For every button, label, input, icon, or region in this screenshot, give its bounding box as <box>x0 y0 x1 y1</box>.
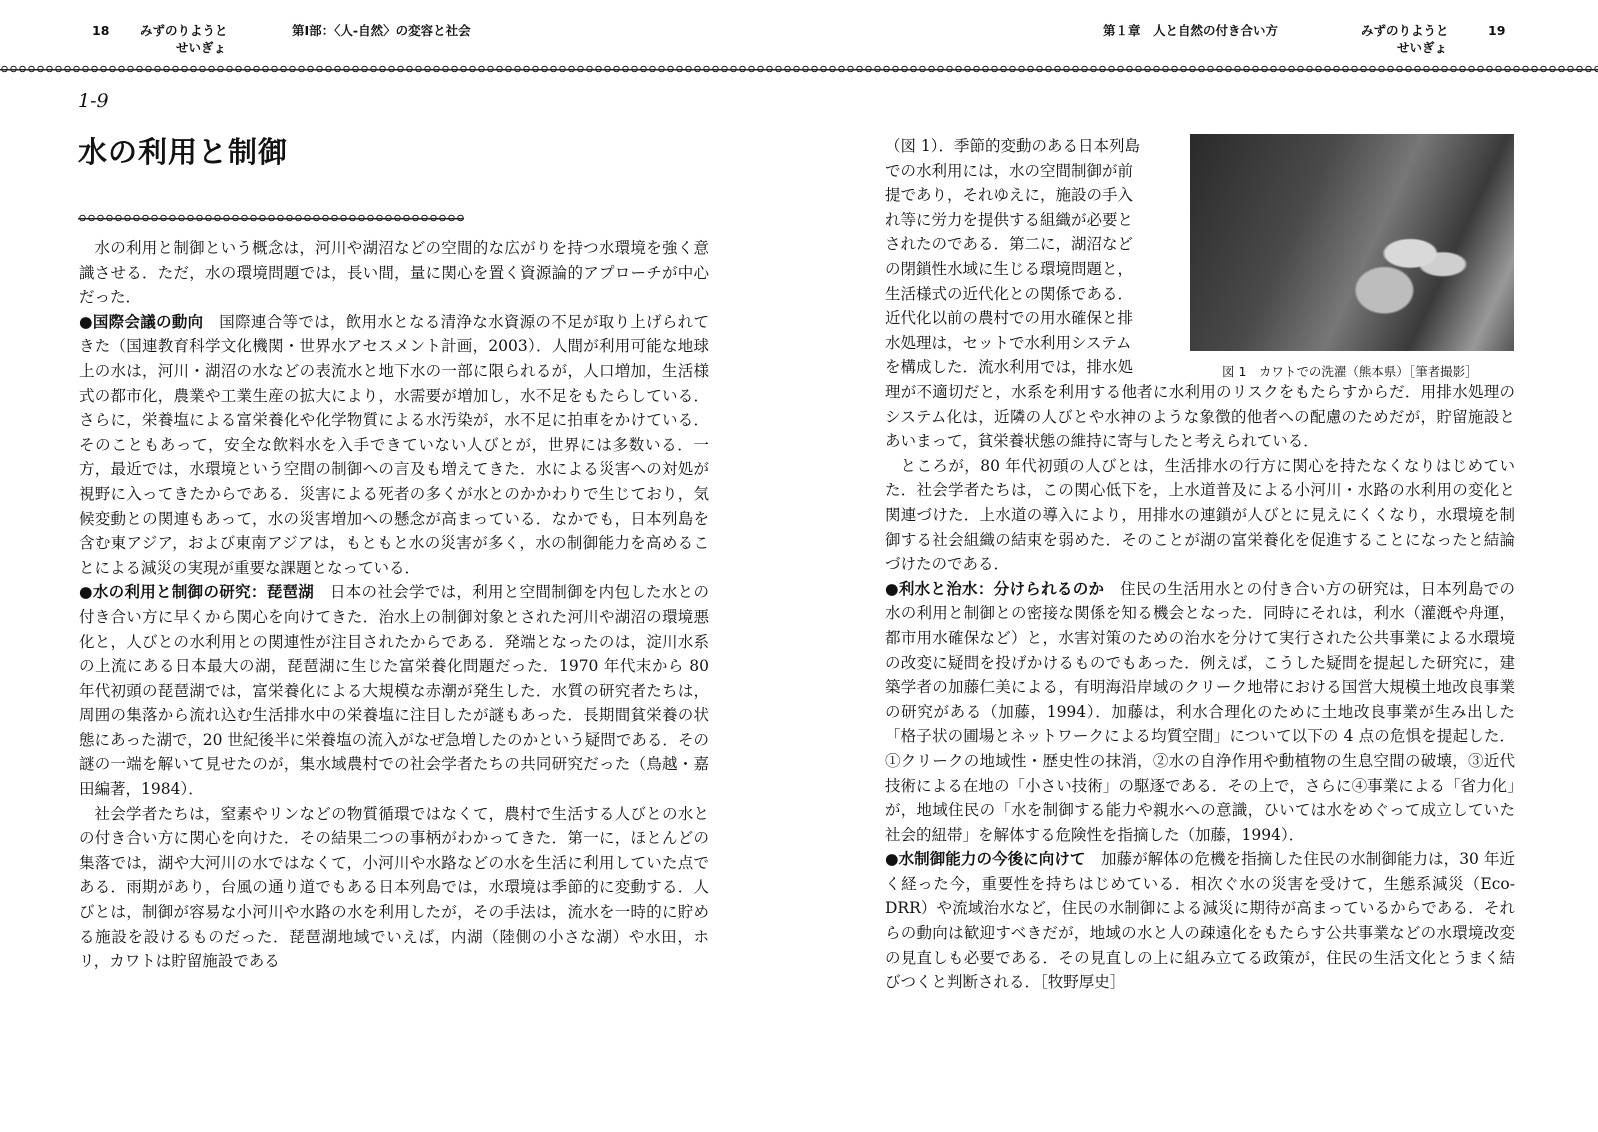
left-page-number: 18 <box>92 23 110 38</box>
section-heading: ●水の利用と制御の研究：琵琶湖 <box>79 583 315 602</box>
author-credit: ［牧野厚史］ <box>1040 973 1126 992</box>
right-page-number: 19 <box>1488 23 1506 38</box>
figure-photo-kawato-laundry <box>1190 134 1514 351</box>
left-column <box>79 236 709 974</box>
text-line: の閉鎖性水域に生じる環境問題と， <box>885 259 1134 278</box>
text-line: れ等に労力を提供する組織が必要と <box>885 210 1134 229</box>
text-line: での水利用には，水の空間制御が前 <box>885 161 1134 180</box>
tokoroga-paragraph: ところが，80 年代初頭の人びとは，生活排水の行方に関心を持たなくなりはじめていた．社会学者たちは，この関心低下を，上水道普及による小河川・水路の水利用の変化と関連づけた．上水道の導入により，用排水の連鎖が人びとに見えにくくなり，水環境を制御する社会組織の結束を弱めた．そのことが湖の富栄養化を促進することになったと結論づけたのである． <box>885 456 1515 574</box>
text-line: （図 1）．季節的変動のある日本列島 <box>885 137 1141 155</box>
text-line: 提であり，それゆえに，施設の手入 <box>885 186 1134 205</box>
section-body: 加藤が解体の危機を指摘した住民の水制御能力は，30 年近く経った今，重要性を持ちはじめている．相次ぐ水の災害を受けて，生態系減災（Eco-DRR）や流域治水など，住民の水制御による減災に期待が高まっているからである．それらの動向は歓迎すべきだが，地域の水と人の疎遠化をもたらす公共事業などの水環境改変の見直しも必要である．その見直しの上に組み立てる政策が，住民の生活文化とうまく結びつくと判断される． <box>885 850 1515 992</box>
right-column-body <box>885 380 1515 995</box>
text-line: を構成した．流水利用では，排水処 <box>885 358 1134 377</box>
figure-caption: 図 1 カワトでの洗濯（熊本県）［筆者撮影］ <box>1222 364 1478 379</box>
section-body: 日本の社会学では，利用と空間制御を内包した水との付き合い方に早くから関心を向けてきた．治水上の制御対象とされた河川や湖沼の環境悪化と，人びとの水利用との関連性が注目されたからである．発端となったのは，淀川水系の上流にある日本最大の湖，琵琶湖に生じた富栄養化問題だった．1970 年代末から 80 年代初頭の琵琶湖では，富栄養化による大規模な赤潮が発生した．水質の研究者たちは，周囲の集落から流れ込む生活排水中の栄養塩に注目したが謎もあった．長期間貧栄養の状態にあった湖で，20 世紀後半に栄養塩の流入がなぜ急増したのかという疑問である．その謎の一端を解いて見せたのが，集水域農村での社会学者たちの共同研究だった（鳥越・嘉田編著，1984）． <box>79 583 709 799</box>
part-title: 第Ⅰ部：〈人-自然〉の変容と社会 <box>292 23 471 38</box>
text-line: 水処理は，セットで水利用システム <box>885 333 1132 352</box>
right-column-top <box>885 134 1175 380</box>
right-series-line2: せいぎょ <box>1397 40 1448 55</box>
article-title: 水の利用と制御 <box>78 135 289 169</box>
section-heading: ●国際会議の動向 <box>79 312 204 331</box>
sociologists-paragraph: 社会学者たちは，窒素やリンなどの物質循環ではなくて，農村で生活する人びとの水との付き合い方に関心を向けた．その結果二つの事柄がわかってきた．第一に，ほとんどの集落では，湖や大河川の水ではなくて，小河川や水路などの水を生活に利用していた点である．雨期があり，台風の通り道でもある日本列島では，水環境は季節的に変動する．人びとは，制御が容易な小河川や水路の水を利用したが，その手法は，流水を一時的に貯める施設を設けるものだった．琵琶湖地域でいえば，内湖（陸側の小さな湖）や水田，ホリ，カワトは貯留施設である <box>79 804 709 971</box>
right-series-line1: みずのりようと <box>1361 23 1449 38</box>
text-line: 生活様式の近代化との関係である． <box>885 284 1134 303</box>
left-series-title <box>140 22 228 56</box>
left-series-line1: みずのりようと <box>140 23 228 38</box>
section-body: 国際連合等では，飲用水となる清浄な水資源の不足が取り上げられてきた（国連教育科学文化機関・世界水アセスメント計画，2003）．人間が利用可能な地球上の水は，河川・湖沼の水などの表流水と地下水の一部に限られるが，人口増加，生活様式の都市化，農業や工業生産の拡大により，水需要が増加し，水不足をもたらしている．さらに，栄養塩による富栄養化や化学物質による水汚染が，水不足に拍車をかけている．そのこともあって，安全な飲料水を入手できていない人びとが，世界には多数いる．一方，最近では，水環境という空間の制御への言及も増えてきた．水による災害への対処が視野に入ってきたからである．災害による死者の多くが水とのかかわりで生じており，気候変動との関連もあって，水の災害増加への懸念が高まっている．なかでも，日本列島を含む東アジア，および東南アジアは，もともと水の災害が多く，水の制御能力を高めることによる減災の実現が重要な課題となっている． <box>79 312 709 577</box>
text-line: されたのである．第二に，湖沼など <box>885 235 1134 254</box>
continuation-paragraph: 理が不適切だと，水系を利用する他者に水利用のリスクをもたらすからだ．用排水処理のシステム化は，近隣の人びとや水神のような象徴的他者への配慮のためだが，貯留施設とあいまって，貧栄養状態の維持に寄与したと考えられている． <box>885 383 1515 451</box>
header-ornament-rule <box>0 63 1598 75</box>
intro-paragraph: 水の利用と制御という概念は，河川や湖沼などの空間的な広がりを持つ水環境を強く意識させる．ただ，水の環境問題では，長い間，量に関心を置く資源論的アプローチが中心だった． <box>79 239 709 307</box>
section-water-use-flood-control <box>885 577 1515 848</box>
section-number: 1-9 <box>78 90 109 112</box>
chapter-title: 第１章 人と自然の付き合い方 <box>1103 23 1279 38</box>
text-line: 近代化以前の農村での用水確保と排 <box>885 309 1134 328</box>
section-biwako-research <box>79 580 709 801</box>
section-future-water-control <box>885 847 1515 995</box>
title-ornament-rule <box>78 212 464 224</box>
left-series-line2: せいぎょ <box>176 40 227 55</box>
section-heading: ●利水と治水：分けられるのか <box>885 579 1105 598</box>
section-body: 住民の生活用水との付き合い方の研究は，日本列島での水の利用と制御との密接な関係を知る機会となった．同時にそれは，利水（灌漑や舟運，都市用水確保など）と，水害対策のための治水を分けて実行された公共事業による水環境の改変に疑問を投げかけるものでもあった．例えば，こうした疑問を提起した研究に，建築学者の加藤仁美による，有明海沿岸域のクリーク地帯における国営大規模土地改良事業の研究がある（加藤，1994）．加藤は，利水合理化のために土地改良事業が生み出した「格子状の圃場とネットワークによる均質空間」について以下の 4 点の危惧を提起した．①クリークの地域性・歴史性の抹消，②水の自浄作用や動植物の生息空間の破壊，③近代技術による在地の「小さい技術」の駆逐である．その上で，さらに④事業による「省力化」が，地域住民の「水を制御する能力や親水への意識，ひいては水をめぐって成立していた社会的紐帯」を解体する危険性を指摘した（加藤，1994）． <box>885 579 1515 844</box>
section-heading: ●水制御能力の今後に向けて <box>885 850 1086 869</box>
section-international-meetings <box>79 310 709 581</box>
right-series-title <box>1361 22 1449 56</box>
